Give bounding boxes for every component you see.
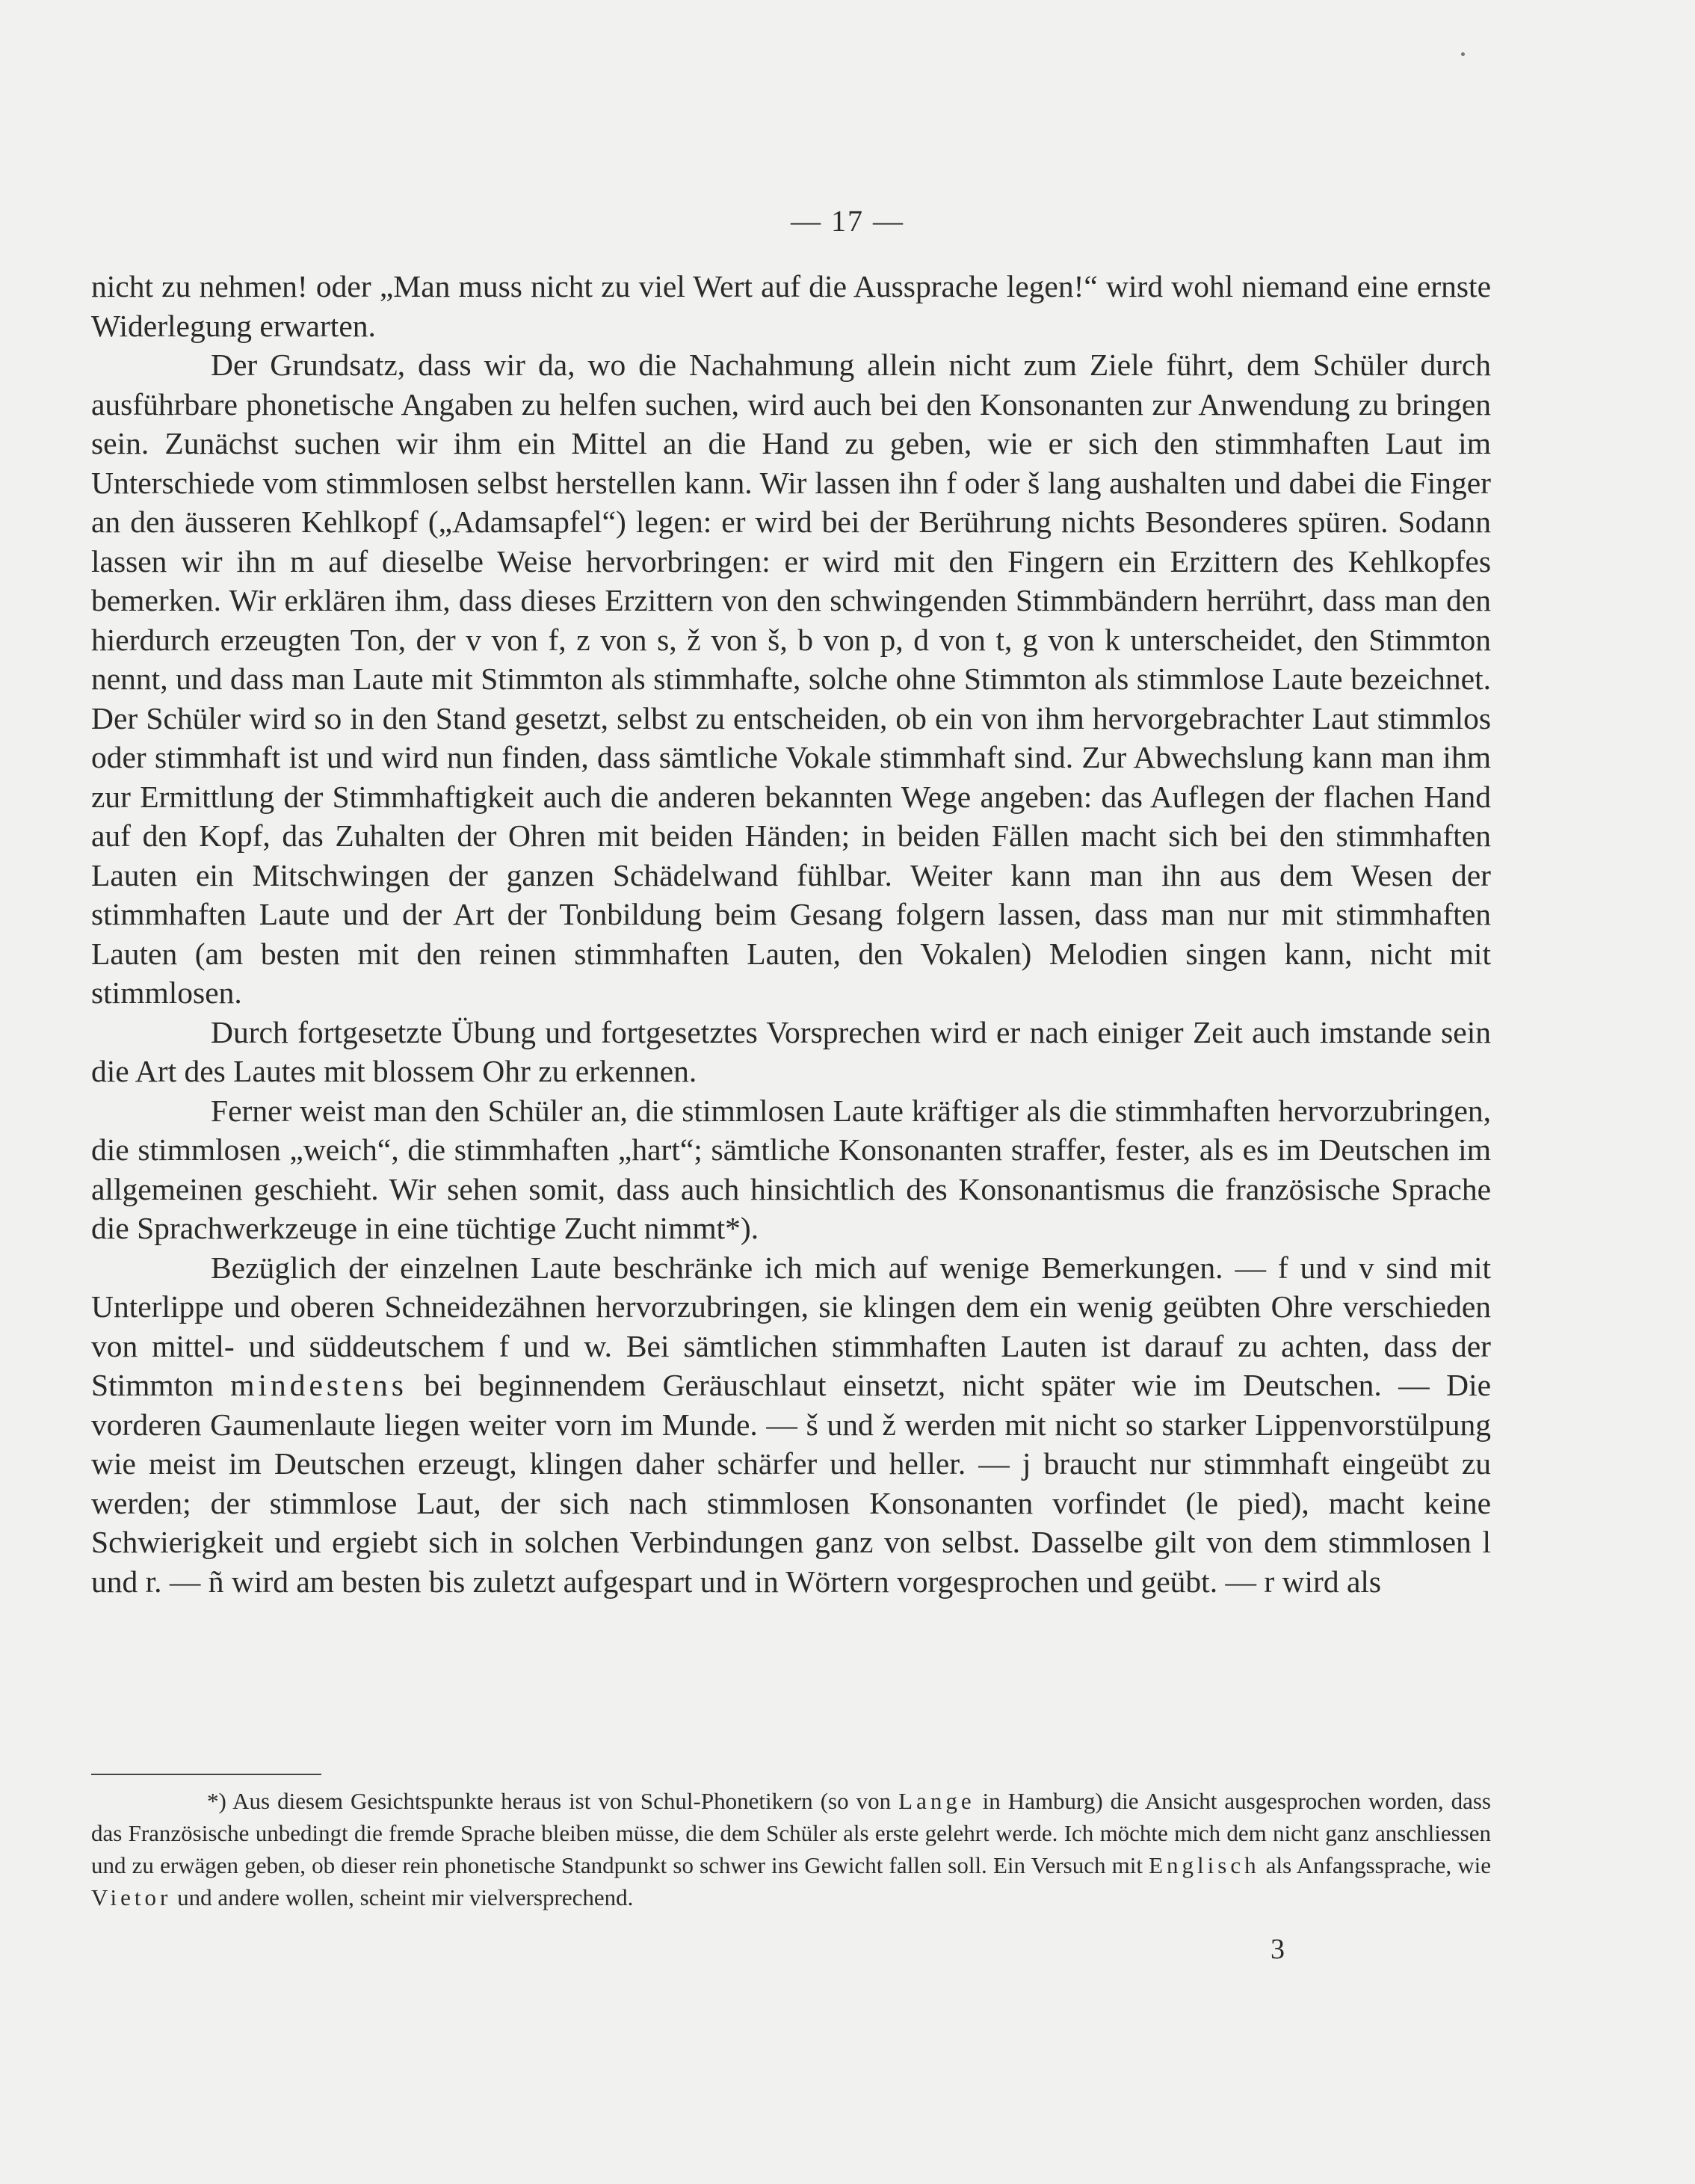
footnote-divider [91, 1774, 321, 1775]
body-text [91, 267, 1491, 1601]
footnote-text-1: *) Aus diesem Gesichtspunkte heraus ist von Schul-Phonetikern (so von [207, 1788, 892, 1814]
footnote-name-englisch: Englisch [1149, 1852, 1260, 1878]
paragraph-bezueglich-text-1: Bezüglich der einzelnen Laute beschränke ich mich auf wenige Bemerkungen. — f und v sind mit Unterlippe und oberen Schneidezähnen hervorzubringen, sie klingen dem ein wenig geübten Ohre verschieden von mittel- und süddeutschem f und w. Bei sämtlichen stimmhaften Lauten ist darauf zu achten, dass der Stimmton [91, 1250, 1491, 1402]
footnote-text-4: und andere wollen, scheint mir vielversprechend. [177, 1884, 634, 1910]
paper-speck [1461, 52, 1465, 56]
paragraph-bezueglich-text-2: bei beginnendem Geräuschlaut einsetzt, nicht später wie im Deutschen. — Die vorderen Gaumenlaute liegen weiter vorn im Munde. — š und ž werden mit nicht so starker Lippenvorstülpung wie meist im Deutschen erzeugt, klingen daher schärfer und heller. — j braucht nur stimmhaft eingeübt zu werden; der stimmlose Laut, der sich nach stimmlosen Konsonanten vorfindet (le pied), macht keine Schwierigkeit und ergiebt sich in solchen Verbindungen ganz von selbst. Dasselbe gilt von dem stimmlosen l und r. — ñ wird am besten bis zuletzt aufgespart und in Wörtern vorgesprochen und geübt. — r wird als [91, 1368, 1492, 1599]
paragraph-continuation: nicht zu nehmen! oder „Man muss nicht zu viel Wert auf die Aussprache legen!“ wird wohl niemand eine ernste Widerlegung erwarten. [91, 269, 1491, 343]
page-number: — 17 — [791, 204, 904, 238]
paragraph-bezueglich [91, 1248, 1491, 1602]
signature-mark: 3 [1271, 1934, 1285, 1965]
paragraph-uebung: Durch fortgesetzte Übung und fortgesetztes Vorsprechen wird er nach einiger Zeit auch imstande sein die Art des Lautes mit blossem Ohr zu erkennen. [91, 1014, 1491, 1088]
paragraph-grundsatz: Der Grundsatz, dass wir da, wo die Nachahmung allein nicht zum Ziele führt, dem Schüler durch ausführbare phonetische Angaben zu helfen suchen, wird auch bei den Konsonanten zur Anwendung zu bringen sein. Zunächst suchen wir ihm ein Mittel an die Hand zu geben, wie er sich den stimmhaften Laut im Unterschiede vom stimmlosen selbst herstellen kann. Wir lassen ihn f oder š lang aushalten und dabei die Finger an den äusseren Kehlkopf („Adamsapfel“) legen: er wird bei der Berührung nichts Besonderes spüren. Sodann lassen wir ihn m auf dieselbe Weise hervorbringen: er wird mit den Fingern ein Erzittern des Kehlkopfes bemerken. Wir erklären ihm, dass dieses Erzittern von den schwingenden Stimmbändern herrührt, dass man den hierdurch erzeugten Ton, der v von f, z von s, ž von š, b von p, d von t, g von k unterscheidet, den Stimmton nennt, und dass man Laute mit Stimmton als stimmhafte, solche ohne Stimmton als stimmlose Laute bezeichnet. Der Schüler wird so in den Stand gesetzt, selbst zu entscheiden, ob ein von ihm hervorgebrachter Laut stimmlos oder stimmhaft ist und wird nun finden, dass sämtliche Vokale stimmhaft sind. Zur Abwechslung kann man ihm zur Ermittlung der Stimmhaftigkeit auch die anderen bekannten Wege angeben: das Auflegen der flachen Hand auf den Kopf, das Zuhalten der Ohren mit beiden Händen; in beiden Fällen macht sich bei den stimmhaften Lauten ein Mitschwingen der ganzen Schädelwand fühlbar. Weiter kann man ihn aus dem Wesen der stimmhaften Laute und der Art der Tonbildung beim Gesang folgern lassen, dass man nur mit stimmhaften Lauten (am besten mit den reinen stimmhaften Lauten, den Vokalen) Melodien singen kann, nicht mit stimmlosen. [91, 348, 1491, 1010]
footnote-name-lange: Lange [898, 1788, 975, 1814]
footnote-name-vietor: Vietor [91, 1884, 172, 1910]
emphasis-mindestens: mindestens [230, 1368, 407, 1402]
footnote-text-2: in Hamburg) die Ansicht ausgesprochen worden, dass das Französische unbedingt die fremde Sprache bleiben müsse, die dem Schüler als erste gelehrt werde. Ich möchte mich dem nicht ganz anschliessen und zu erwägen geben, ob dieser rein phonetische Standpunkt so schwer ins Gewicht fallen soll. Ein Versuch mit [91, 1788, 1491, 1878]
paragraph-ferner: Ferner weist man den Schüler an, die stimmlosen Laute kräftiger als die stimmhaften hervorzubringen, die stimmlosen „weich“, die stimmhaften „hart“; sämtliche Konsonanten straffer, fester, als es im Deutschen im allgemeinen geschieht. Wir sehen somit, dass auch hinsichtlich des Konsonantismus die französische Sprache die Sprachwerkzeuge in eine tüchtige Zucht nimmt*). [91, 1093, 1491, 1245]
footnote-text-3: als Anfangssprache, wie [1265, 1852, 1492, 1878]
footnote [91, 1785, 1491, 1913]
